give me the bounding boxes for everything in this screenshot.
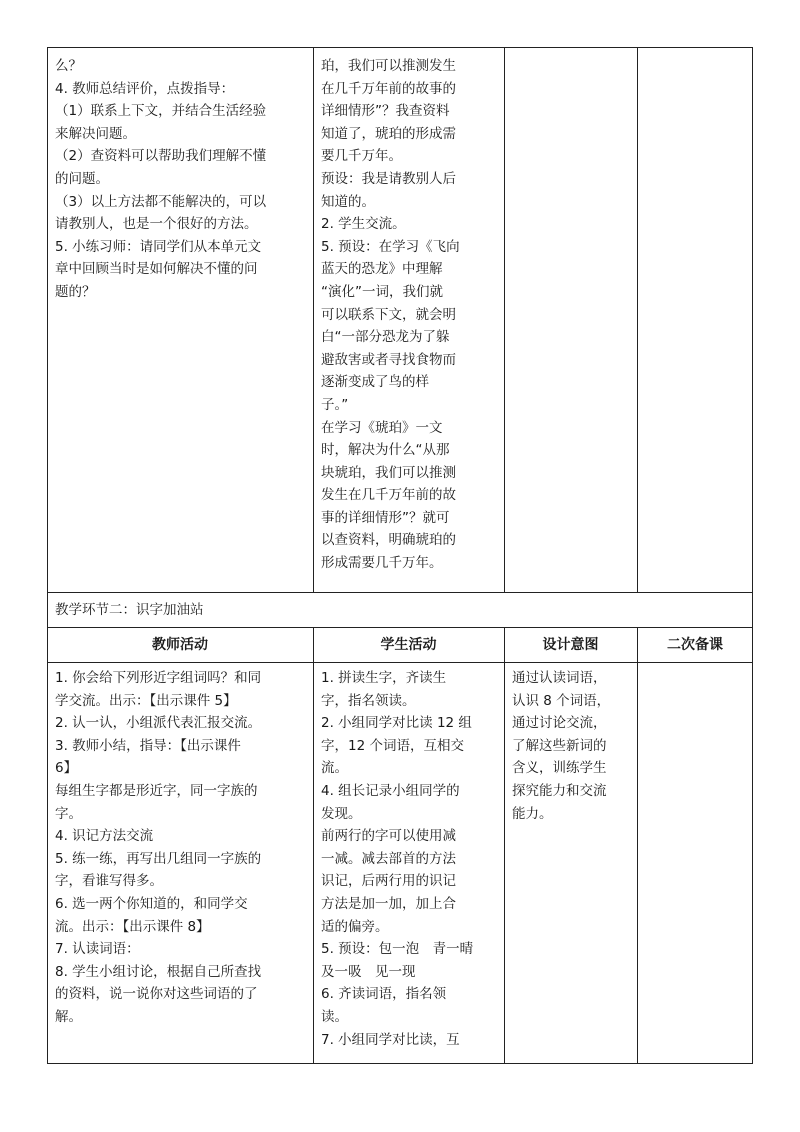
teacher-line: （1）联系上下文，并结合生活经验 [55, 103, 267, 120]
student-line: 前两行的字可以使用减 [321, 828, 456, 845]
teacher-line: 1. 你会给下列形近字组词吗？和同 [55, 670, 262, 686]
header-second-preparation: 二次备课 [667, 637, 723, 653]
teacher-line: 章中回顾当时是如何解决不懂的问 [55, 261, 258, 278]
top-teacher-activity-cell [55, 55, 309, 589]
table-bottom-border [47, 1063, 753, 1064]
student-line: 以查资料，明确琥珀的 [321, 532, 456, 549]
teacher-line: 6】 [55, 760, 78, 777]
student-line: 白“一部分恐龙为了躲 [321, 329, 450, 346]
teacher-line: 流。出示：【出示课件 8】 [55, 918, 210, 935]
teacher-line: 5. 小练习师：请同学们从本单元文 [55, 238, 262, 255]
teacher-line: 的问题。 [55, 170, 109, 187]
student-line: 1. 拼读生字，齐读生 [321, 670, 447, 686]
teacher-line: 8. 学生小组讨论，根据自己所查找 [55, 963, 262, 980]
teacher-line: 每组生字都是形近字，同一字族的 [55, 782, 258, 799]
teacher-line: （2）查资料可以帮助我们理解不懂 [55, 148, 267, 165]
top-student-activity-cell [321, 55, 501, 589]
student-line: 2. 学生交流。 [321, 216, 406, 233]
student-line: 避敌害或者寻找食物而 [321, 351, 456, 368]
top-section-bottom-border [47, 592, 753, 593]
student-line: 事的详细情形”？就可 [321, 509, 450, 526]
second-preparation-cell [645, 667, 749, 1061]
column-divider-2-bottom [504, 627, 505, 1064]
teacher-line: 题的？ [55, 283, 96, 300]
teacher-line: 7. 认读词语： [55, 941, 140, 958]
teacher-activity-cell [55, 667, 309, 1061]
student-line: 5. 预设：包一泡 青一晴 [321, 941, 474, 958]
header-design-intent: 设计意图 [542, 637, 599, 653]
section-title-bottom-border [47, 627, 753, 628]
table-right-border [752, 47, 753, 1064]
column-divider-3-bottom [637, 627, 638, 1064]
teacher-line: （3）以上方法都不能解决的，可以 [55, 193, 267, 210]
column-divider-3-top [637, 47, 638, 592]
student-line: 5. 预设：在学习《飞向 [321, 238, 460, 255]
design-line: 能力。 [512, 805, 553, 822]
teacher-line: 3. 教师小结，指导：【出示课件 [55, 737, 241, 754]
teacher-line: 解。 [55, 1008, 82, 1025]
student-line: 块琥珀，我们可以推测 [321, 464, 456, 481]
header-row-bottom-border [47, 662, 753, 663]
column-divider-1-bottom [313, 627, 314, 1064]
student-line: 子。” [321, 396, 349, 413]
teacher-line: 字，看谁写得多。 [55, 873, 163, 890]
teacher-line: 来解决问题。 [55, 125, 136, 142]
student-line: 形成需要几千万年。 [321, 555, 443, 572]
design-line: 通过认读词语， [512, 670, 607, 686]
design-intent-cell [512, 667, 634, 1061]
teacher-line: 4. 教师总结评价，点拨指导： [55, 80, 235, 97]
student-line: 流。 [321, 760, 348, 777]
design-line: 通过讨论交流， [512, 715, 607, 732]
student-line: 预设：我是请教别人后 [321, 170, 456, 187]
column-divider-1-top [313, 47, 314, 592]
student-line: 时，解决为什么“从那 [321, 442, 450, 459]
student-line: 字，12 个词语，互相交 [321, 737, 464, 754]
student-activity-cell [321, 667, 501, 1061]
student-line: 识记，后两行用的识记 [321, 873, 456, 890]
header-teacher-activity: 教师活动 [152, 637, 208, 653]
student-line: 发现。 [321, 805, 362, 822]
student-line: 适的偏旁。 [321, 918, 389, 935]
student-line: 珀，我们可以推测发生 [321, 58, 456, 74]
design-line: 认识 8 个词语， [512, 692, 611, 709]
student-line: 逐渐变成了鸟的样 [321, 374, 429, 391]
student-line: 发生在几千万年前的故 [321, 487, 456, 504]
student-line: 方法是加一加，加上合 [321, 895, 456, 912]
student-line: 6. 齐读词语，指名领 [321, 986, 447, 1003]
teacher-line: 字。 [55, 805, 82, 822]
table-left-border [47, 47, 48, 1064]
design-line: 了解这些新词的 [512, 737, 607, 754]
student-line: 4. 组长记录小组同学的 [321, 782, 460, 799]
student-line: 可以联系下文，就会明 [321, 306, 456, 323]
student-line: 2. 小组同学对比读 12 组 [321, 715, 472, 732]
student-line: 及一吸 见一现 [321, 963, 416, 980]
header-student-activity: 学生活动 [380, 637, 437, 653]
student-line: 7. 小组同学对比读，互 [321, 1031, 460, 1048]
teacher-line: 么？ [55, 58, 82, 74]
lesson-plan-table [47, 47, 753, 1064]
column-divider-2-top [504, 47, 505, 592]
teacher-line: 6. 选一两个你知道的，和同学交 [55, 895, 248, 912]
student-line: 读。 [321, 1008, 348, 1025]
student-line: 蓝天的恐龙》中理解 [321, 261, 443, 278]
student-line: 在几千万年前的故事的 [321, 80, 456, 97]
section-title: 教学环节二：识字加油站 [55, 602, 204, 618]
student-line: 要几千万年。 [321, 148, 402, 165]
teacher-line: 5. 练一练，再写出几组同一字族的 [55, 850, 262, 867]
teacher-line: 2. 认一认，小组派代表汇报交流。 [55, 715, 262, 732]
student-line: 在学习《琥珀》一文 [321, 419, 443, 436]
design-line: 含义，训练学生 [512, 760, 607, 777]
teacher-line: 学交流。出示：【出示课件 5】 [55, 692, 237, 709]
student-line: 一减。减去部首的方法 [321, 850, 456, 867]
student-line: 知道了，琥珀的形成需 [321, 125, 456, 142]
student-line: 字，指名领读。 [321, 692, 416, 709]
teacher-line: 请教别人，也是一个很好的方法。 [55, 216, 258, 233]
teacher-line: 的资料，说一说你对这些词语的了 [55, 986, 258, 1003]
student-line: “演化”一词，我们就 [321, 283, 443, 300]
student-line: 知道的。 [321, 193, 375, 210]
student-line: 详细情形”？我查资料 [321, 103, 450, 120]
design-line: 探究能力和交流 [512, 782, 607, 799]
teacher-line: 4. 识记方法交流 [55, 828, 154, 845]
table-top-border [47, 47, 753, 48]
